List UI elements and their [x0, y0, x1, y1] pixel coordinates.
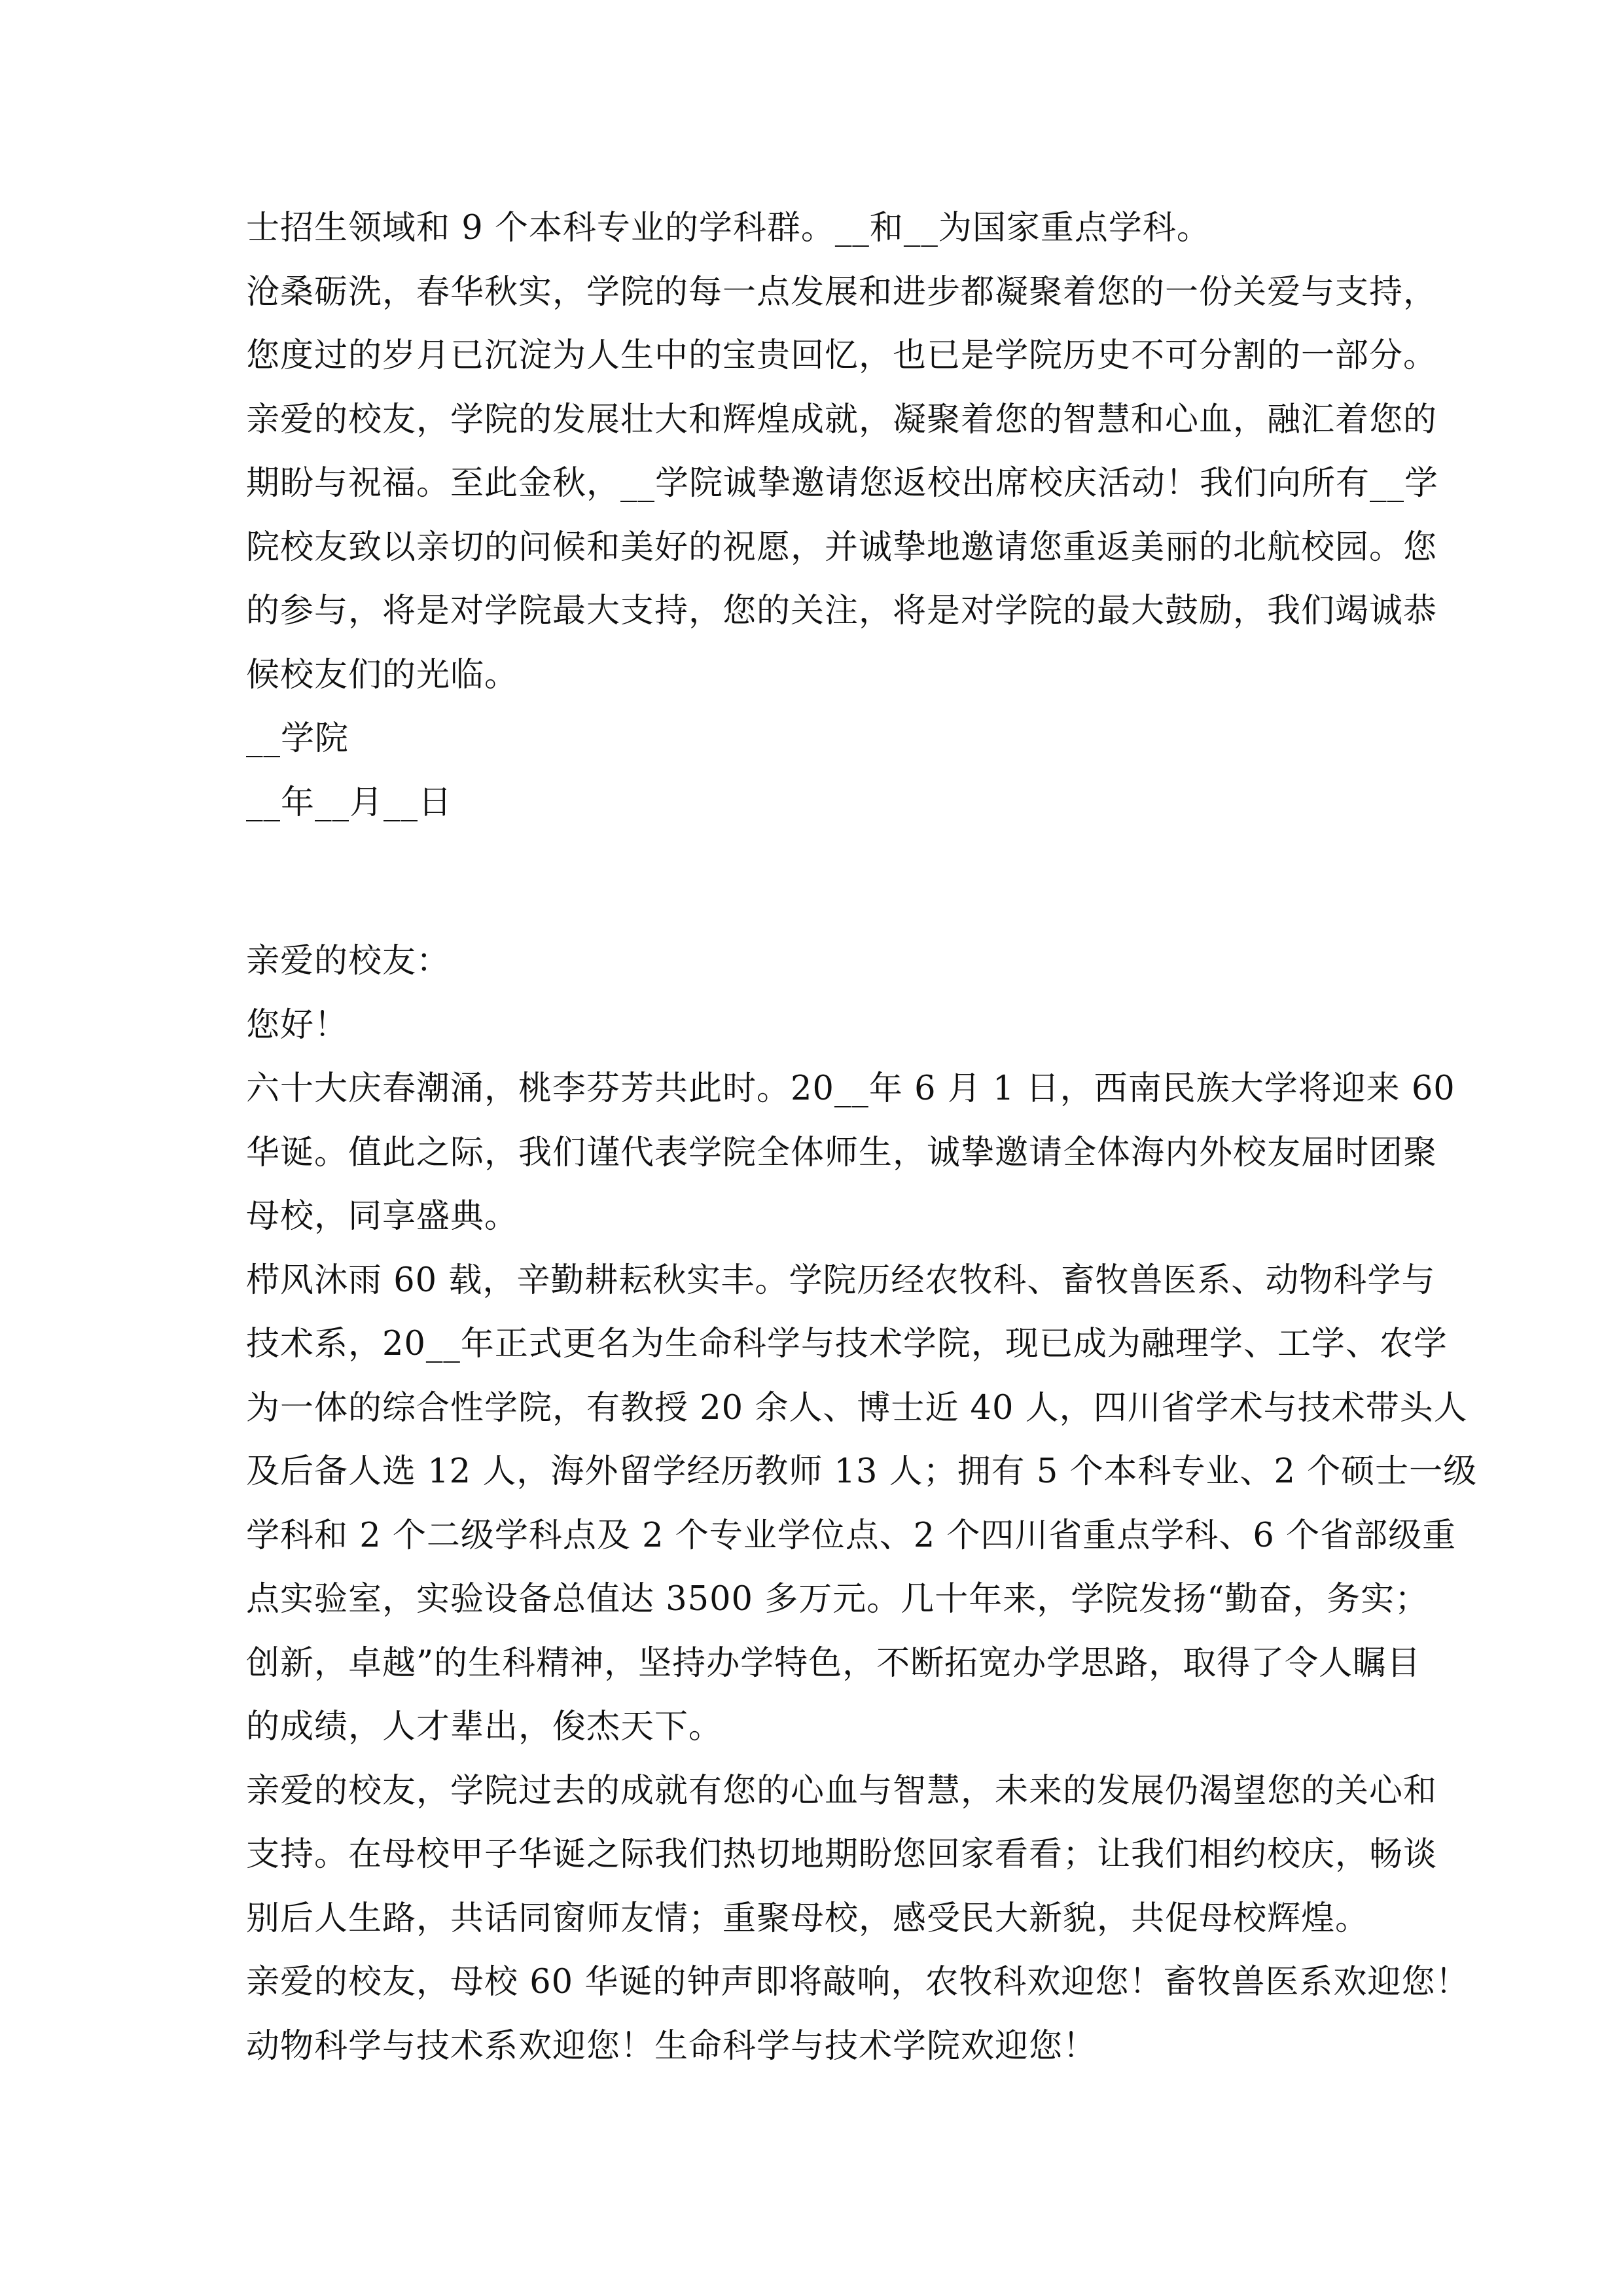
section-gap: [246, 834, 1398, 929]
text-line: 及后备人选 12 人，海外留学经历教师 13 人；拥有 5 个本科专业、2 个硕士一级: [246, 1452, 1478, 1491]
text-line: 亲爱的校友，学院的发展壮大和辉煌成就，凝聚着您的智慧和心血，融汇着您的: [246, 400, 1438, 439]
text-line: 技术系，20__年正式更名为生命科学与技术学院，现已成为融理学、工学、农学: [246, 1325, 1448, 1363]
text-line: 的参与，将是对学院最大支持，您的关注，将是对学院的最大鼓励，我们竭诚恭: [246, 592, 1438, 630]
text-line: 华诞。值此之际，我们谨代表学院全体师生，诚挚邀请全体海内外校友届时团聚: [246, 1133, 1438, 1172]
text-line: 亲爱的校友：: [246, 942, 451, 980]
text-line: 沧桑砺洗，春华秋实，学院的每一点发展和进步都凝聚着您的一份关爱与支持，: [246, 272, 1438, 312]
text-line: __年__月__日: [246, 783, 453, 822]
text-line: 候校友们的光临。: [246, 655, 519, 694]
text-line: 您度过的岁月已沉淀为人生中的宝贵回忆，也已是学院历史不可分割的一部分。: [246, 336, 1438, 375]
text-line: 亲爱的校友，母校 60 华诞的钟声即将敲响，农牧科欢迎您！畜牧兽医系欢迎您！: [246, 1963, 1470, 2001]
text-line: 士招生领域和 9 个本科专业的学科群。__和__为国家重点学科。: [246, 209, 1211, 247]
letter-continuation: [246, 196, 1439, 834]
text-line: 为一体的综合性学院，有教授 20 余人、博士近 40 人，四川省学术与技术带头人: [246, 1388, 1468, 1427]
text-line: 点实验室，实验设备总值达 3500 多万元。几十年来，学院发扬“勤奋，务实；: [246, 1580, 1429, 1619]
text-line: 母校，同享盛典。: [246, 1197, 519, 1236]
text-line: 学科和 2 个二级学科点及 2 个专业学位点、2 个四川省重点学科、6 个省部级重: [246, 1516, 1457, 1555]
text-line: 您好！: [246, 1005, 349, 1045]
text-line: 院校友致以亲切的问候和美好的祝愿，并诚挚地邀请您重返美丽的北航校园。您: [246, 528, 1438, 567]
text-line: __学院: [246, 719, 349, 758]
text-line: 动物科学与技术系欢迎您！生命科学与技术学院欢迎您！: [246, 2026, 1097, 2066]
text-line: 支持。在母校甲子华诞之际我们热切地期盼您回家看看；让我们相约校庆，畅谈: [246, 1835, 1438, 1874]
text-line: 亲爱的校友，学院过去的成就有您的心血与智慧，未来的发展仍渴望您的关心和: [246, 1771, 1438, 1810]
text-line: 的成绩，人才辈出，俊杰天下。: [246, 1708, 723, 1746]
text-line: 别后人生路，共话同窗师友情；重聚母校，感受民大新貌，共促母校辉煌。: [246, 1899, 1370, 1938]
text-line: 栉风沐雨 60 载，辛勤耕耘秋实丰。学院历经农牧科、畜牧兽医系、动物科学与: [246, 1261, 1436, 1300]
text-line: 六十大庆春潮涌，桃李芬芳共此时。20__年 6 月 1 日，西南民族大学将迎来 60: [246, 1069, 1455, 1108]
document-body: [246, 196, 1478, 2078]
invitation-letter: [246, 929, 1478, 2078]
text-line: 期盼与祝福。至此金秋，__学院诚挚邀请您返校出席校庆活动！我们向所有__学: [246, 464, 1439, 503]
text-line: 创新，卓越”的生科精神，坚持办学特色，不断拓宽办学思路，取得了令人瞩目: [246, 1643, 1421, 1683]
